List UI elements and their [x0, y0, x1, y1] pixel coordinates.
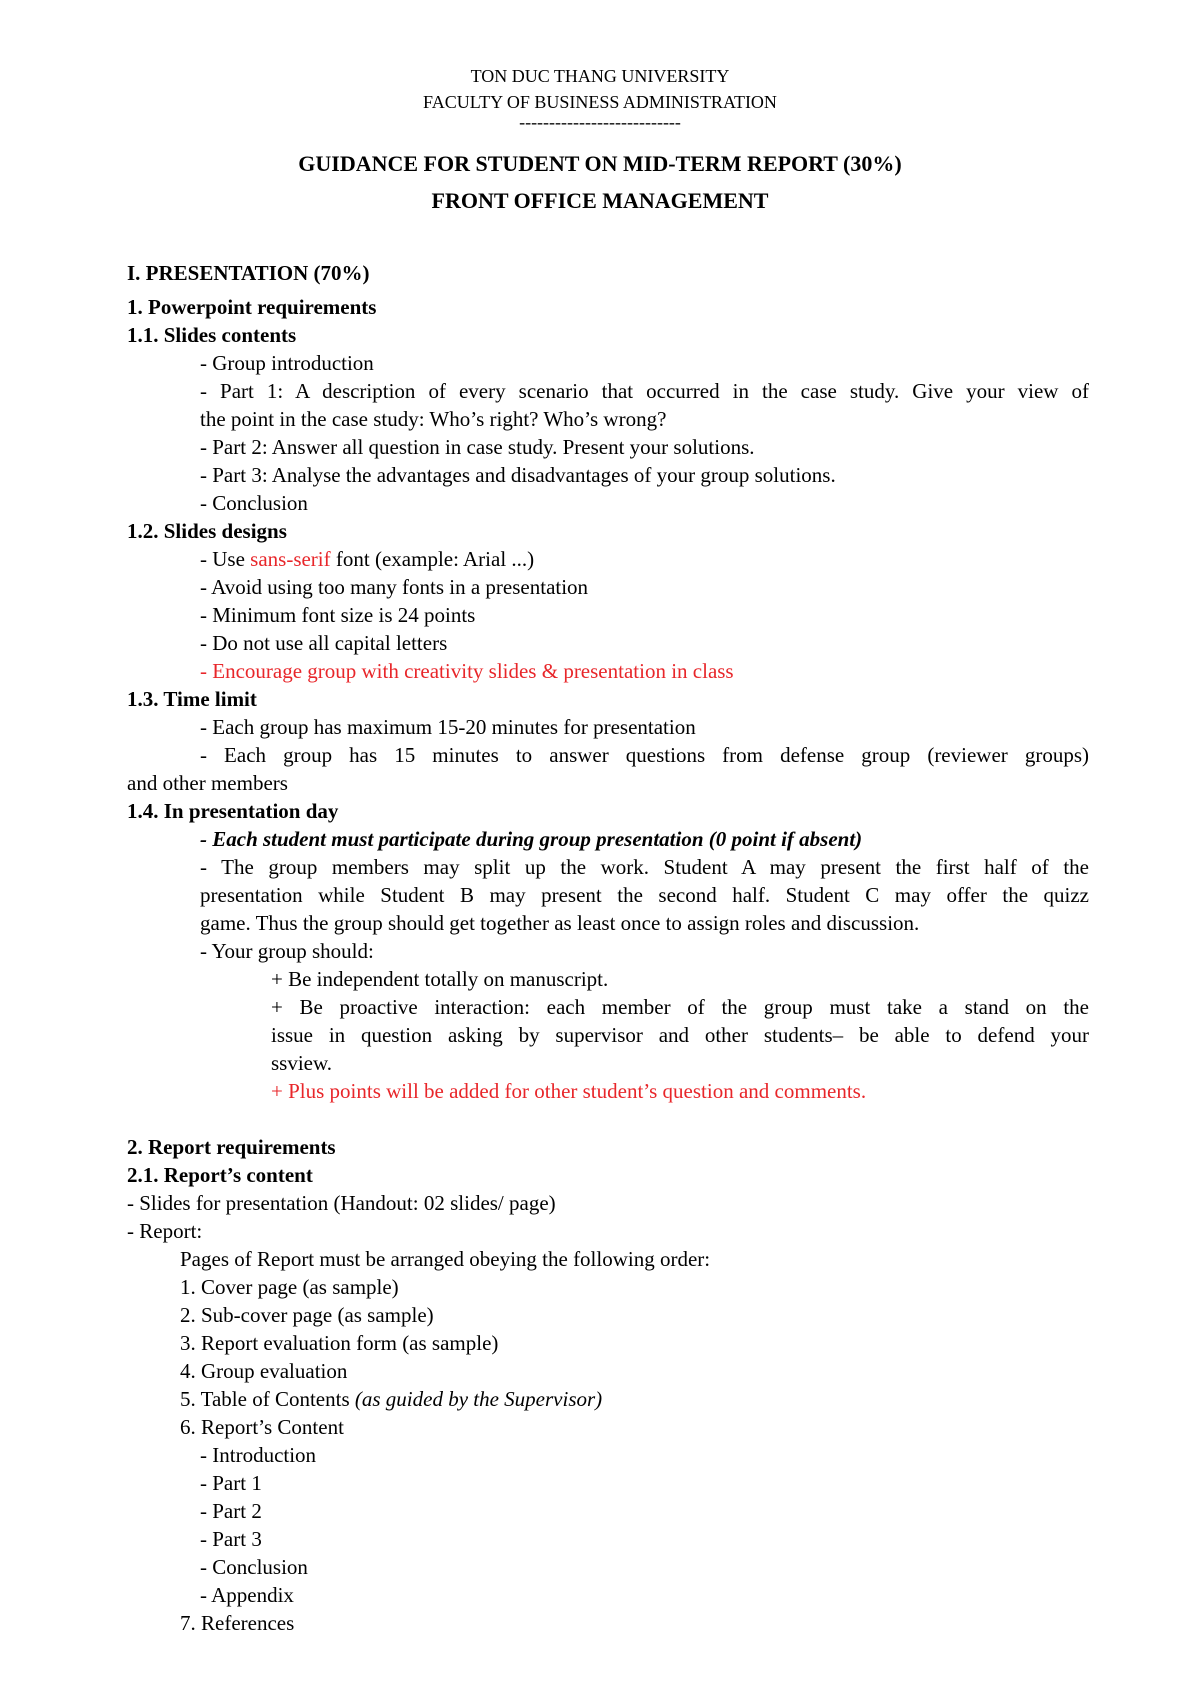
list-item: 6. Report’s Content	[180, 1415, 344, 1439]
plus-points-note: + Plus points will be added for other student’s question and comments.	[271, 1079, 867, 1103]
paragraph-line: - The group members may split up the work. Student A may present the first half of the	[200, 855, 1089, 879]
header-divider: ---------------------------	[519, 112, 681, 132]
toc-label: 5. Table of Contents	[180, 1387, 355, 1411]
list-item: - Each group has maximum 15-20 minutes for presentation	[200, 715, 696, 739]
university-name: TON DUC THANG UNIVERSITY	[470, 66, 730, 86]
powerpoint-heading: 1. Powerpoint requirements	[127, 295, 377, 319]
presentation-day-heading: 1.4. In presentation day	[127, 799, 339, 823]
list-item: - Conclusion	[200, 1555, 308, 1579]
paragraph-line: presentation while Student B may present the second half. Student C may offer the quizz	[200, 883, 1089, 907]
document-title: GUIDANCE FOR STUDENT ON MID-TERM REPORT (30%)	[298, 151, 902, 176]
list-item: - Part 3: Analyse the advantages and disadvantages of your group solutions.	[200, 463, 836, 487]
list-item: - Your group should:	[200, 939, 374, 963]
encourage-note: - Encourage group with creativity slides & presentation in class	[200, 659, 734, 683]
report-requirements-heading: 2. Report requirements	[127, 1135, 336, 1159]
list-item: 2. Sub-cover page (as sample)	[180, 1303, 434, 1327]
faculty-name: FACULTY OF BUSINESS ADMINISTRATION	[423, 92, 777, 112]
paragraph-line: issue in question asking by supervisor and other students– be able to defend your	[271, 1023, 1089, 1047]
list-item: - Appendix	[200, 1583, 294, 1607]
list-item: 4. Group evaluation	[180, 1359, 348, 1383]
list-item: and other members	[127, 771, 288, 795]
list-item: - Report:	[127, 1219, 203, 1243]
list-item: - Conclusion	[200, 491, 308, 515]
report-content-heading: 2.1. Report’s content	[127, 1163, 313, 1187]
slides-contents-heading: 1.1. Slides contents	[127, 323, 297, 347]
list-item	[180, 1389, 602, 1410]
list-item: 7. References	[180, 1611, 295, 1635]
list-item	[200, 549, 534, 570]
list-item: the point in the case study: Who’s right? Who’s wrong?	[200, 407, 667, 431]
list-item: - Part 1	[200, 1471, 262, 1495]
paragraph-line: ssview.	[271, 1051, 333, 1075]
paragraph-line: game. Thus the group should get together as least once to assign roles and discussion.	[200, 911, 920, 935]
use-prefix: - Use	[200, 547, 251, 571]
list-item: - Avoid using too many fonts in a presentation	[200, 575, 589, 599]
document-subtitle: FRONT OFFICE MANAGEMENT	[431, 188, 769, 213]
list-item: - Part 1: A description of every scenario that occurred in the case study. Give your view of	[200, 379, 1089, 403]
list-item: 3. Report evaluation form (as sample)	[180, 1331, 499, 1355]
list-item: - Slides for presentation (Handout: 02 slides/ page)	[127, 1191, 556, 1215]
list-item: - Introduction	[200, 1443, 317, 1467]
use-suffix: font (example: Arial ...)	[330, 547, 535, 571]
list-item: - Part 2	[200, 1499, 262, 1523]
time-limit-heading: 1.3. Time limit	[127, 687, 257, 711]
participation-rule: - Each student must participate during group presentation (0 point if absent)	[200, 827, 863, 851]
toc-note: (as guided by the Supervisor)	[354, 1387, 603, 1411]
list-item: - Do not use all capital letters	[200, 631, 448, 655]
list-item: - Part 2: Answer all question in case study. Present your solutions.	[200, 435, 755, 459]
list-item: - Minimum font size is 24 points	[200, 603, 476, 627]
list-item: - Group introduction	[200, 351, 374, 375]
list-item: 1. Cover page (as sample)	[180, 1275, 399, 1299]
slides-designs-heading: 1.2. Slides designs	[127, 519, 287, 543]
section-presentation-heading: I. PRESENTATION (70%)	[127, 261, 370, 285]
order-intro: Pages of Report must be arranged obeying the following order:	[180, 1247, 711, 1271]
paragraph-line: + Be proactive interaction: each member of the group must take a stand on the	[271, 995, 1089, 1019]
list-item: - Part 3	[200, 1527, 262, 1551]
list-item: - Each group has 15 minutes to answer questions from defense group (reviewer groups)	[200, 743, 1089, 767]
sans-serif-highlight: sans-serif	[250, 547, 331, 571]
list-item: + Be independent totally on manuscript.	[271, 967, 609, 991]
